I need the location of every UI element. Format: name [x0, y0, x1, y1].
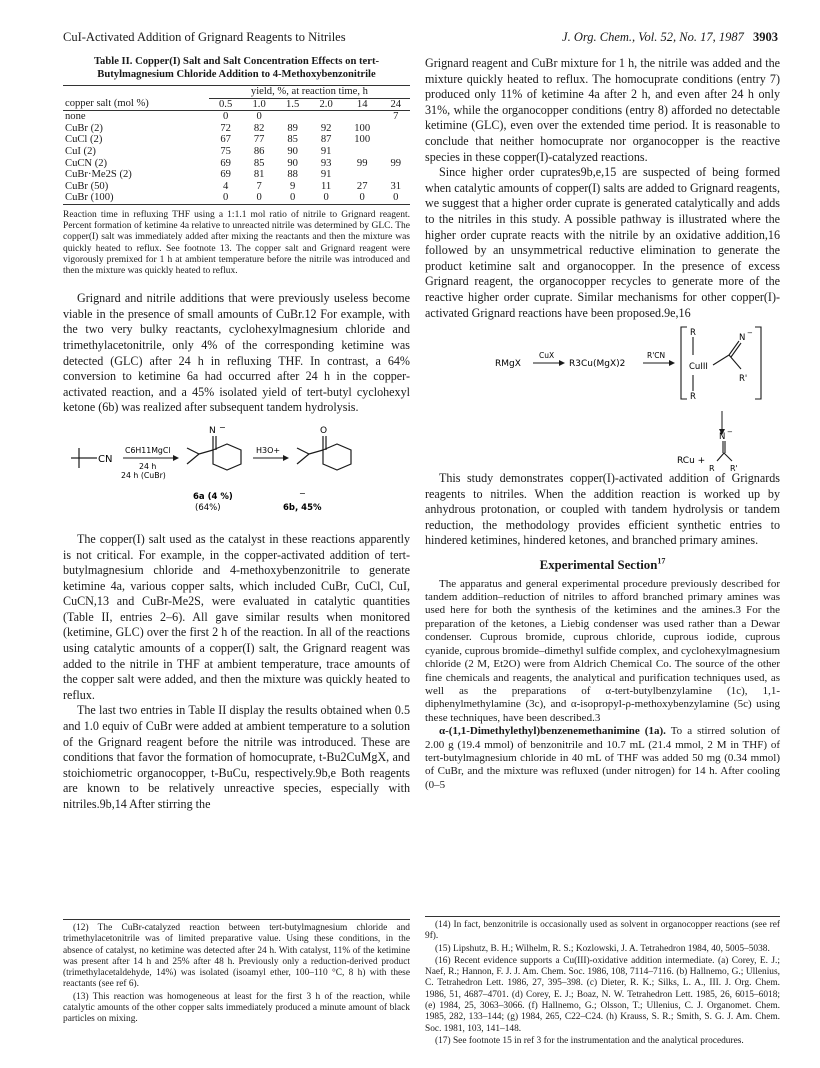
table-cell-value: 31 [390, 180, 402, 192]
table-cell-value: 9 [289, 180, 296, 192]
section-ref: 17 [657, 556, 666, 566]
table-row [63, 123, 410, 135]
charge-label: − [299, 488, 306, 498]
table-cell-value: 91 [320, 169, 332, 181]
charge-label: − [219, 422, 226, 432]
table-cell-salt: CuCl (2) [65, 134, 103, 146]
compound-heading: α-(1,1-Dimethylethyl)benzenemethanimine (1a). [439, 725, 666, 738]
table-cell-value: 72 [220, 122, 231, 134]
reagent-label: C6H11MgCl [125, 445, 171, 455]
running-journal-header [562, 30, 778, 45]
charge-label: − [727, 428, 733, 437]
compound-label-6b: 6b, 45% [283, 502, 322, 513]
group-label: R [709, 464, 715, 474]
section-heading [425, 558, 780, 574]
table-cell-value: 11 [321, 180, 332, 192]
table-cell-value [382, 123, 411, 135]
catalyst-label: CuX [539, 351, 555, 361]
cuprate-label: R3Cu(MgX)2 [569, 359, 626, 370]
table-cell-value: 87 [320, 134, 332, 146]
table-cell-value [382, 146, 411, 158]
table-header-row [63, 86, 410, 99]
table-cell-value [343, 169, 382, 181]
nitrile-label: CN [98, 453, 113, 465]
footnote: (14) In fact, benzonitrile is occasionally used as solvent in organocopper reactions (see ref 9f). [425, 920, 780, 942]
table-body [63, 111, 410, 205]
table-row [63, 111, 410, 123]
body-paragraph: Grignard reagent and CuBr mixture for 1 h, the nitrile was added and the mixture quickly heated to reflux. The homocuprate conditions (entry 7) produced only 11% of ketimine 4a after 2 h, and even after 24 h only 31%, while the organocopper conditions (entry 8) afforded no detectable ketimine (GLC), even over the extended time period. It is reasonable to conclude that neither homocuprate nor organocopper is the reactive species in these copper(I)-catalyzed reactions. [425, 56, 780, 164]
table-cell-value: 0 [256, 111, 262, 123]
table-cell-salt: CuBr·Me2S (2) [65, 169, 132, 181]
table-cell-value: 67 [220, 134, 231, 146]
table-col-header: 2.0 [309, 98, 343, 111]
table-cell-value: 0 [276, 192, 310, 204]
body-paragraph: The last two entries in Table II display the results obtained when 0.5 and 1.0 equiv of CuBr were added at ambient temperature to a solution of the Grignard reagent before the nitrile was introduced. These are conditions that favor the formation of homocuprate, t-Bu2CuMgX, and stoichiometric organocopper, t-BuCu, respectively.9b,e Both reagents are known to be relatively unreactive species, especially with nitriles.9b,14 After stirring the [63, 703, 410, 811]
section-title: Experimental Section [539, 558, 658, 573]
experimental-text: To a stirred solution of 2.00 g (19.4 mmol) of benzonitrile and 10.7 mL (21.4 mmol, 2 M in THF) of tert-butylmagnesium chloride in 40 mL of THF was added 50 mg (0.34 mmol) of CuBr, and the mixture was refluxed (under nitrogen) for 14 h. After cooling (0–5 [425, 725, 780, 791]
atom-label: N [209, 425, 216, 436]
table-cell-value: 0 [222, 111, 229, 123]
table-cell-value: 27 [356, 180, 368, 192]
table-row [63, 146, 410, 158]
left-column [63, 56, 410, 813]
table-cell-value: 88 [287, 169, 298, 181]
table-ii [63, 85, 410, 205]
table-cell-value: 93 [320, 157, 332, 169]
footnote: (15) Lipshutz, B. H.; Wilhelm, R. S.; Kozlowski, J. A. Tetrahedron 1984, 40, 5005–5038. [435, 943, 770, 954]
table-cell-value: 77 [253, 134, 265, 146]
table-cell-value [382, 169, 411, 181]
table-header-row [63, 98, 410, 111]
table-cell-salt: CuI (2) [65, 145, 96, 157]
experimental-paragraph: The apparatus and general experimental procedure previously described for tandem addition–reduction of nitriles to afford branched primary amines was used here for both the synthesis of the ketimines and the amines.3 For the preparation of the ketones, a Liebig condenser was used rather than a Dewar condenser. Cuprous bromide, cuprous chloride, cuprous iodide, cuprous cyanide, cuprous bromide–dimethyl sulfide complex, and cyclohexylmagnesium chloride (2 M, Et2O) were from Aldrich Chemical Co. The source of the other fine chemicals and reagents, the analytical and purification techniques used, as well as the preparations of α-tert-butylbenzylamine (1c), 1,1-diphenylmethylamine (3c), and α-isopropyl-ρ-methoxybenzylamine (5c) using these techniques, have been described.3 [425, 577, 780, 724]
condition-label: 24 h (CuBr) [121, 470, 166, 480]
table-col-header: 0.5 [209, 98, 243, 111]
table-cell-value: 4 [222, 180, 229, 192]
scheme-6-drawing [63, 424, 410, 526]
table-col-header: 24 [382, 98, 411, 111]
table-cell-salt: none [65, 111, 86, 123]
group-label: R [690, 328, 696, 339]
table-cell-value: 91 [320, 145, 332, 157]
footnote: (13) This reaction was homogeneous at least for the first 3 h of the reaction, while catalytic amounts of the other copper salts immediately produced a minute amount of black particles on mixing. [63, 991, 410, 1025]
body-paragraph: Grignard and nitrile additions that were previously useless become viable in the presence of small amounts of CuBr.12 For example, with the two very bulky reactants, cyclohexylmagnesium chloride and trimethylacetonitrile, only 4% of the corresponding ketimine was detected (GLC) after 24 h in refluxing THF. In contrast, a 64% conversion to ketimine 6a had occurred after 24 h in the copper-activated reaction, and a 45% isolated yield of tert-butyl cyclohexyl ketone (6b) was realized after subsequent tandem hydrolysis. [63, 291, 410, 415]
table-col-header: 14 [343, 98, 382, 111]
running-title: CuI-Activated Addition of Grignard Reagents to Nitriles [63, 30, 346, 44]
table-cell-value: 99 [356, 157, 368, 169]
reagent-label: RMgX [495, 359, 521, 370]
table-row [63, 192, 410, 204]
table-cell-value: 7 [256, 180, 262, 192]
condition-label: 24 h [139, 461, 157, 471]
footnotes-left [63, 919, 410, 1027]
atom-label: N [719, 432, 726, 443]
table-row [63, 158, 410, 170]
experimental-paragraph [425, 725, 780, 792]
table-cell-value: 81 [253, 169, 265, 181]
journal-citation: J. Org. Chem., Vol. 52, No. 17, 1987 [562, 30, 744, 44]
group-label: R' [739, 374, 748, 385]
table-cell-value: 100 [354, 122, 371, 134]
table-span-header: yield, %, at reaction time, h [209, 86, 410, 99]
table-col-header: 1.5 [276, 98, 310, 111]
table-cell-salt: CuBr (2) [65, 122, 103, 134]
footnote: (17) See footnote 15 in ref 3 for the instrumentation and the analytical procedures. [435, 1035, 744, 1046]
table-cell-value [343, 111, 382, 123]
table-cell-value: 85 [253, 157, 265, 169]
footnote: (12) The CuBr-catalyzed reaction between tert-butylmagnesium chloride and trimethylacetonitrile was of limited preparative value. Using these conditions, in the absence of catalyst, no ketimine was detected after 24 h. With catalyst, 11% of the ketimine was present after 14 h and 25% after 48 h. Previously only a reduction-derived product (trimethylacetaldehyde, 14%) was isolated (isoamyl ether, 100–110 °C, 8 h) with these reactants (see ref 6). [63, 923, 410, 990]
page-number: 3903 [753, 30, 778, 44]
table-cell-value: 0 [209, 192, 243, 204]
compound-label-6a: 6a (4 %) [193, 491, 233, 502]
table-cell-value: 0 [382, 192, 411, 204]
table-cell-value: 85 [287, 134, 298, 146]
table-cell-value: 86 [253, 145, 265, 157]
table-cell-value: 89 [287, 122, 298, 134]
body-paragraph: This study demonstrates copper(I)-activated addition of Grignards reagents to nitriles. When the addition reaction is worked up by anhydrous protonation, or coupled with tandem hydrolysis or tandem reduction, the methodology provides efficient synthetic entries to hindered ketimines, hindered ketones, and branched primary amines. [425, 471, 780, 548]
reaction-scheme-6 [63, 424, 410, 526]
table-cell-salt: CuBr (50) [65, 180, 109, 192]
table-cell-value: 0 [242, 192, 276, 204]
table-cell-salt: CuCN (2) [65, 157, 108, 169]
body-paragraph: Since higher order cuprates9b,e,15 are suspected of being formed when catalytic amounts of copper(I) salts are added to Grignard reagents, we suggest that a higher order cuprate is generated catalytically and adds to the nitriles in this study. A possible pathway is illustrated where the higher order cuprate reacts with the nitrile by an oxidative addition,16 followed by an unsymmetrical reductive elimination to generate the product ketimine salt and organocopper. In the presence of excess Grignard reagent, the organocopper recycles to generate more of the reactive higher order cuprate. Similar mechanisms for other copper(I)-activated Grignard reactions have been proposed.9e,16 [425, 165, 780, 320]
product-label: RCu + [677, 456, 706, 467]
body-paragraph: The copper(I) salt used as the catalyst in these reactions apparently is not critical. For example, in the copper-activated addition of tert-butylmagnesium chloride and 4-methoxybenzonitrile to generate ketimine 4a, various copper salts, which included CuBr, CuCl, CuI, CuCN,13 and CuBr-Me2S, were evaluated in catalytic quantities (Table II, entries 2–6). All gave similar results when monitored (ketimine, GLC) over the first 2 h of the reaction. In all of the reactions using catalytic amounts of a copper(I) salt, the Grignard reagent was added to the nitrile in THF at ambient temperature, trace amounts of the copper salt were added, and then the mixture was quickly heated to reflux. [63, 531, 410, 702]
right-column [425, 56, 780, 792]
table-cell-value [309, 111, 343, 123]
group-label: R [690, 392, 696, 403]
compound-label-6a-yield: (64%) [195, 502, 221, 513]
table-cell-value [343, 146, 382, 158]
atom-label: O [320, 425, 328, 436]
table-cell-value: 100 [354, 134, 371, 146]
mechanism-scheme [425, 325, 780, 474]
table-col-header: copper salt (mol %) [63, 98, 209, 111]
table-cell-value: 69 [220, 169, 231, 181]
table-cell-value: 90 [287, 145, 298, 157]
table-cell-value [276, 111, 310, 123]
nitrile-label: R'CN [647, 351, 666, 361]
table-cell-value: 75 [220, 145, 231, 157]
table-cell-value: 0 [343, 192, 382, 204]
table-cell-value: 7 [393, 111, 399, 123]
mechanism-drawing [425, 325, 780, 474]
table-row [63, 181, 410, 193]
table-cell-value: 92 [320, 122, 332, 134]
table-cell-value [382, 134, 411, 146]
atom-label: N [739, 333, 746, 344]
table-col-header: 1.0 [242, 98, 276, 111]
footnote: (16) Recent evidence supports a Cu(III)-oxidative addition intermediate. (a) Corey, E. J.; Naef, R.; Hannon, F. J. J. Am. Chem. Soc. 1986, 108, 7114–7116. (b) Hallnemo, G.; Ullenius, C. Tetrahedron Lett. 1986, 27, 395–398. (c) Dieter, R. K.; Silks, L. A., III. J. Org. Chem. 1986, 51, 4687–4701. (d) Corey, E. J.; Boaz, N. W. Tetrahedron Lett. 1985, 26, 6015–6018; (e) 1984, 25, 3063–3066. (f) Hallnemo, G.; Olsson, T.; Ullenius, C. J. Organomet. Chem. 1985, 282, 133–144; (g) 1984, 265, C22–C24. (h) Krauss, S. R.; Smith, S. G. J. Am. Chem. Soc. 1981, 103, 141–148. [425, 955, 780, 1034]
table-cell-value: 0 [309, 192, 343, 204]
table-cell-value: 90 [287, 157, 298, 169]
table-footnote: Reaction time in refluxing THF using a 1:1.1 mol ratio of nitrile to Grignard reagent. Percent formation of ketimine 4a relative to unreacted nitrile was determined by GLC. The copper(I) salt was immediately added after mixing the reactants and then the mixture was quickly heated to reflux. See footnote 13. The copper salt and Grignard reagent were vigorously premixed for 1 h at ambient temperature before the nitrile was introduced and then the mixture was quickly heated to reflux. [63, 209, 410, 276]
table-cell-value: 99 [390, 157, 402, 169]
footnotes-right [425, 916, 780, 1048]
table-cell-value: 82 [253, 122, 265, 134]
table-cell-salt: CuBr (100) [63, 192, 209, 204]
table-cell-value: 69 [220, 157, 231, 169]
table-row [63, 169, 410, 181]
hydrolysis-label: H3O+ [256, 445, 281, 455]
group-label: R' [730, 464, 738, 474]
table-row [63, 134, 410, 146]
table-caption: Table II. Copper(I) Salt and Salt Concentration Effects on tert-Butylmagnesium Chloride Addition to 4-Methoxybenzonitrile [93, 56, 380, 80]
charge-label: − [747, 329, 753, 338]
cu-center-label: CuIII [689, 362, 708, 373]
